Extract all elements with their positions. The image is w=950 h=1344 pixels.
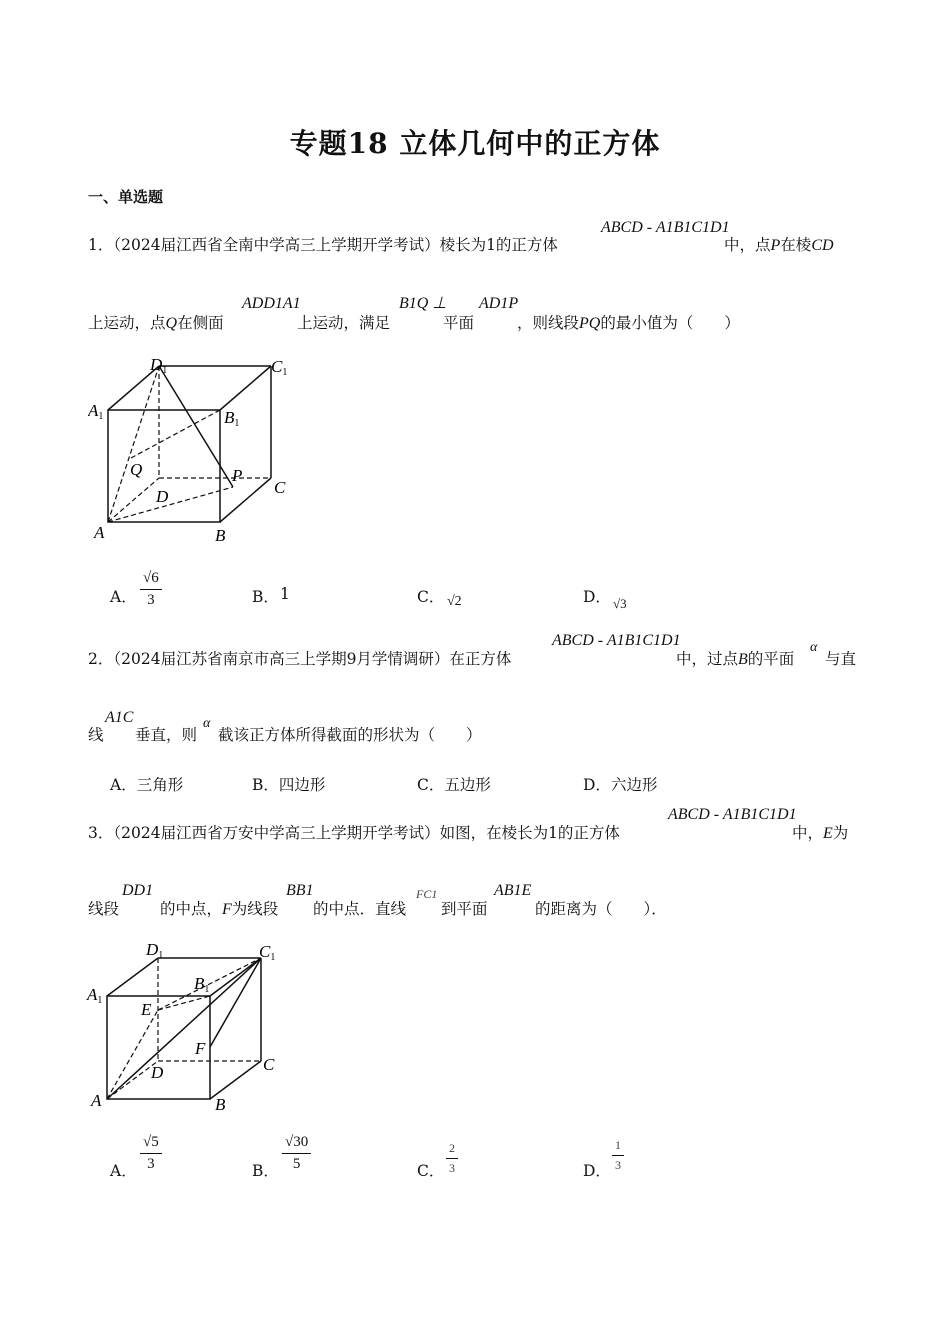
q1-line2-d: 平面 bbox=[443, 314, 475, 332]
q3-label-a: A bbox=[91, 1091, 102, 1110]
q3-edge-bc bbox=[210, 1061, 261, 1099]
q2-text1: 中，过点 bbox=[676, 650, 739, 668]
q3-option-b-den: 5 bbox=[292, 1156, 301, 1172]
q3-label-c1: C1 bbox=[259, 942, 276, 963]
q1-segment-pq: PQ bbox=[579, 315, 601, 332]
q3-option-c-den: 3 bbox=[449, 1161, 455, 1175]
q1-option-a-label: A． bbox=[110, 588, 137, 606]
q3-line2-a: 线段 bbox=[88, 900, 120, 918]
q3-label-a1: A1 bbox=[87, 985, 103, 1006]
q2-option-c-value: 五边形 bbox=[444, 776, 491, 794]
q1-option-d-label: D． bbox=[583, 588, 611, 606]
q1-line-2-tail bbox=[517, 311, 740, 333]
q3-edge-b1c1 bbox=[210, 958, 261, 996]
q3-point-e: E bbox=[823, 825, 833, 842]
q1-label-d1: D1 bbox=[150, 355, 168, 376]
q3-source: （2024届江西省万安中学高三上学期开学考试）如图，在棱长为1的正方体 bbox=[113, 824, 620, 842]
q3-number: 3． bbox=[88, 824, 114, 842]
q2-option-b bbox=[252, 773, 325, 795]
q3-option-a-value bbox=[140, 1134, 162, 1173]
q2-source: （2024届江苏省南京市高三上学期9月学情调研）在正方体 bbox=[113, 650, 512, 668]
q1-cube-name: ABCD - A1B1C1D1 bbox=[601, 219, 730, 236]
q3-cube-name: ABCD - A1B1C1D1 bbox=[668, 806, 797, 823]
question-3-line-1 bbox=[88, 821, 620, 843]
q2-option-b-label: B． bbox=[252, 776, 279, 794]
q2-number: 2． bbox=[88, 650, 114, 668]
q1-source: （2024届江西省全南中学高三上学期开学考试）棱长为1的正方体 bbox=[113, 236, 558, 254]
q1-label-q: Q bbox=[130, 460, 143, 479]
q1-segment-ap bbox=[108, 487, 233, 522]
q3-line-1-tail bbox=[792, 821, 848, 843]
q2-point-b: B bbox=[738, 651, 748, 668]
q3-segment-fc1 bbox=[210, 958, 261, 1047]
section-heading: 一、单选题 bbox=[88, 188, 164, 206]
q1-line2-a: 上运动，点 bbox=[88, 314, 166, 332]
q1-label-a1: A1 bbox=[88, 401, 104, 422]
page-title: 专题18 立体几何中的正方体 bbox=[289, 127, 661, 160]
q3-option-a-num: √5 bbox=[140, 1134, 162, 1154]
q3-text1: 中， bbox=[792, 824, 824, 842]
q3-option-d-num: 1 bbox=[612, 1138, 624, 1156]
q2-option-d bbox=[583, 773, 657, 795]
q1-line2-e: ，则线段 bbox=[517, 314, 580, 332]
q3-label-c: C bbox=[263, 1055, 275, 1074]
q1-option-d-value: √3 bbox=[613, 596, 627, 611]
q3-option-c-num: 2 bbox=[446, 1141, 458, 1159]
q2-option-b-value: 四边形 bbox=[278, 776, 326, 794]
q1-option-a-num: √6 bbox=[140, 570, 162, 590]
q3-segment-eb1 bbox=[158, 996, 210, 1010]
q1-label-b1: B1 bbox=[224, 408, 240, 429]
q3-option-b-value bbox=[282, 1134, 311, 1173]
q1-number: 1． bbox=[88, 236, 114, 254]
q1-label-b: B bbox=[215, 526, 226, 545]
q3-edge-a1d1 bbox=[107, 958, 158, 996]
q2-line-a1c: A1C bbox=[105, 709, 134, 726]
q3-label-d1: D1 bbox=[146, 940, 164, 961]
q3-segment-bb1: BB1 bbox=[286, 882, 314, 899]
q2-option-a bbox=[110, 773, 183, 795]
q1-cube-figure bbox=[88, 350, 298, 550]
q1-point-q: Q bbox=[165, 315, 178, 332]
q1-text1: 中，点 bbox=[724, 236, 771, 254]
q2-text3: 与直 bbox=[825, 650, 857, 668]
q3-option-d-value bbox=[612, 1138, 624, 1173]
q2-line2-a: 线 bbox=[88, 726, 104, 744]
q3-segment-ae bbox=[107, 1010, 158, 1099]
q2-option-a-value: 三角形 bbox=[136, 776, 184, 794]
q3-line2-b: 的中点， bbox=[160, 900, 223, 918]
q3-label-b1: B1 bbox=[194, 974, 210, 995]
q1-label-d: D bbox=[156, 487, 169, 506]
q3-point-f: F bbox=[222, 901, 232, 918]
q3-cube-figure bbox=[85, 935, 295, 1120]
q1-plane-name: AD1P bbox=[479, 295, 519, 312]
q3-option-d-den: 3 bbox=[615, 1158, 621, 1172]
q1-segment-qb1 bbox=[131, 410, 220, 458]
q1-edge-cd: CD bbox=[811, 237, 834, 254]
q1-edge-bc bbox=[220, 478, 271, 522]
q3-label-e: E bbox=[141, 1000, 152, 1019]
q1-text2: 在棱 bbox=[780, 236, 812, 254]
q1-option-c-value: √2 bbox=[447, 594, 462, 609]
q1-option-b-label: B． bbox=[252, 588, 279, 606]
q3-option-c-label: C． bbox=[417, 1162, 445, 1180]
q3-option-d-label: D． bbox=[583, 1162, 611, 1180]
q3-label-b: B bbox=[215, 1095, 226, 1114]
q1-line-2a bbox=[88, 311, 224, 333]
q1-segment-d1p bbox=[159, 366, 233, 487]
q3-label-f: F bbox=[195, 1039, 206, 1058]
q3-line2-d: 的中点．直线 bbox=[313, 900, 407, 918]
q2-line2-b: 垂直，则 bbox=[135, 726, 198, 744]
q2-option-c-label: C． bbox=[417, 776, 445, 794]
q1-line2-c: 上运动，满足 bbox=[297, 314, 391, 332]
q1-label-a: A bbox=[94, 523, 105, 542]
q3-option-a-den: 3 bbox=[147, 1156, 155, 1172]
q1-point-p: P bbox=[770, 237, 781, 254]
q3-option-b-num: √30 bbox=[282, 1134, 311, 1154]
q1-option-a-value bbox=[140, 570, 162, 609]
q1-b1q: B1Q ⊥ bbox=[399, 295, 447, 312]
q3-text2: 为 bbox=[832, 824, 849, 842]
q1-label-c: C bbox=[274, 478, 286, 497]
q3-line2-c: 为线段 bbox=[231, 900, 279, 918]
q1-option-b-value: 1 bbox=[280, 585, 290, 603]
q2-option-c bbox=[417, 773, 491, 795]
q2-line2-c: 截该正方体所得截面的形状为（ ） bbox=[218, 726, 482, 744]
q2-text2: 的平面 bbox=[747, 650, 795, 668]
q2-option-d-value: 六边形 bbox=[610, 776, 658, 794]
q3-line2-e: 到平面 bbox=[441, 900, 488, 918]
q3-label-d: D bbox=[151, 1063, 164, 1082]
q1-line2-b: 在侧面 bbox=[177, 314, 224, 332]
q1-label-c1: C1 bbox=[271, 357, 288, 378]
q2-option-d-label: D． bbox=[583, 776, 611, 794]
q2-alpha: α bbox=[810, 640, 818, 655]
q2-option-a-label: A． bbox=[110, 776, 137, 794]
q2-cube-name: ABCD - A1B1C1D1 bbox=[552, 632, 681, 649]
q1-face-name: ADD1A1 bbox=[242, 295, 301, 312]
q1-label-p: P bbox=[232, 466, 243, 485]
q3-segment-dd1: DD1 bbox=[122, 882, 154, 899]
q3-line-fc1: FC1 bbox=[416, 887, 438, 901]
q1-option-a-den: 3 bbox=[147, 592, 155, 608]
q1-line2-f: 的最小值为（ ） bbox=[600, 314, 740, 332]
question-2-line-1 bbox=[88, 647, 511, 669]
q3-line-2-mid bbox=[160, 897, 278, 919]
q3-plane-ab1e: AB1E bbox=[494, 882, 532, 899]
q1-edge-b1c1 bbox=[220, 366, 271, 410]
q3-option-b-label: B． bbox=[252, 1162, 279, 1180]
q3-line2-f: 的距离为（ ）． bbox=[535, 900, 667, 918]
q1-segment-ad1 bbox=[108, 366, 159, 522]
q1-option-c-label: C． bbox=[417, 588, 445, 606]
question-1-line-1 bbox=[88, 233, 558, 255]
q2-alpha-2: α bbox=[203, 716, 211, 731]
q3-option-c-value bbox=[446, 1141, 458, 1176]
q3-option-a-label: A． bbox=[110, 1162, 137, 1180]
q2-line-1-tail bbox=[676, 647, 794, 669]
q1-line-1-tail bbox=[724, 233, 834, 255]
